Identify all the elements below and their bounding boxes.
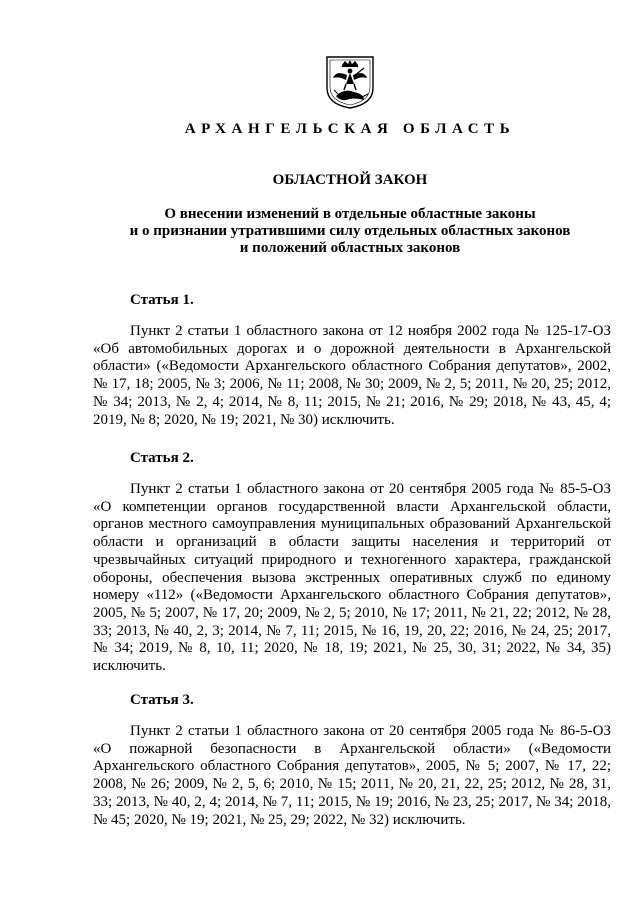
law-title-line: и положений областных законов xyxy=(239,240,461,256)
region-name: АРХАНГЕЛЬСКАЯ ОБЛАСТЬ xyxy=(184,121,516,137)
article-2-text: Пункт 2 статьи 1 областного закона от 20 сентября 2005 года № 85-5-ОЗ «О компетенции органов государственной власти Архангельской области, органов местного самоуправления муниципальных образований Архангельской области и организаций в области защиты населения и территорий от чрезвычайных ситуаций природного и техногенного характера, гражданской обороны, обеспечения вызова экстренных оперативных служб по единому номеру «112» («Ведомости Архангельского областного Собрания депутатов», 2005, № 5; 2007, № 17, 20; 2009, № 2, 5; 2010, № 17; 2011, № 21, 22; 2012, № 28, 33; 2013, № 40, 2, 3; 2014, № 7, 11; 2015, № 16, 19, 20, 22; 2016, № 24, 25; 2017, № 34; 2019, № 8, 10, 11; 2020, № 18, 19; 2021, № 25, 30, 31; 2022, № 34, 35) исключить. xyxy=(93,481,611,675)
law-title xyxy=(80,206,620,257)
law-title-line: О внесении изменений в отдельные областные законы xyxy=(164,206,536,222)
article-2-heading: Статья 2. xyxy=(130,450,194,466)
article-3-heading: Статья 3. xyxy=(130,692,194,708)
law-title-line: и о признании утратившими силу отдельных областных законов xyxy=(129,223,571,239)
article-1-text: Пункт 2 статьи 1 областного закона от 12 ноября 2002 года № 125-17-ОЗ «Об автомобильных дорогах и о дорожной деятельности в Архангельской области» («Ведомости Архангельского областного Собрания депутатов», 2002, № 17, 18; 2005, № 3; 2006, № 11; 2008, № 30; 2009, № 2, 5; 2011, № 20, 25; 2012, № 34; 2013, № 2, 4; 2014, № 8, 11; 2015, № 21; 2016, № 29; 2018, № 43, 45, 4; 2019, № 8; 2020, № 19; 2021, № 30) исключить. xyxy=(93,323,611,428)
arkhangelsk-coat-of-arms-icon xyxy=(324,54,376,110)
article-3-text: Пункт 2 статьи 1 областного закона от 20 сентября 2005 года № 86-5-ОЗ «О пожарной безопасности в Архангельской области» («Ведомости Архангельского областного Собрания депутатов», 2005, № 5; 2007, № 17, 22; 2008, № 26; 2009, № 2, 5, 6; 2010, № 15; 2011, № 20, 21, 22, 25; 2012, № 28, 31, 33; 2013, № 40, 2, 4; 2014, № 7, 11; 2015, № 19; 2016, № 23, 25; 2017, № 34; 2018, № 45; 2020, № 19; 2021, № 25, 29; 2022, № 32) исключить. xyxy=(93,723,611,828)
article-1-heading: Статья 1. xyxy=(130,292,194,308)
law-type: ОБЛАСТНОЙ ЗАКОН xyxy=(272,172,428,188)
